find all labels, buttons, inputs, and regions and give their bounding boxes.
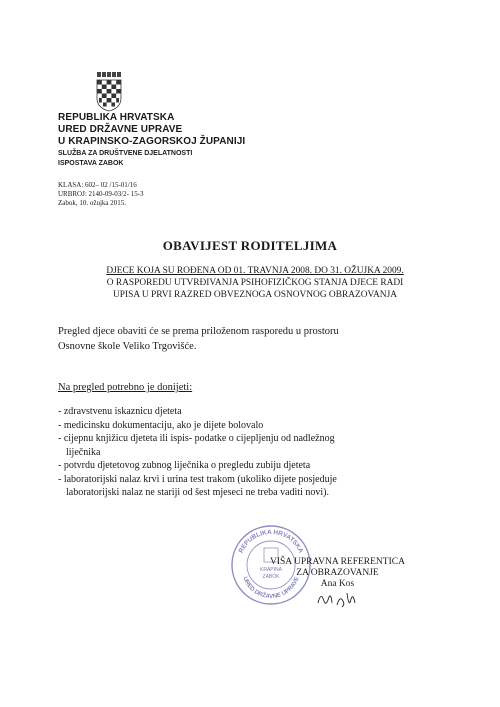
signer-title-2: ZA OBRAZOVANJE — [296, 568, 379, 578]
list-item: - cijepnu knjižicu djeteta ili ispis- podatke o cijepljenju od nadležnog — [58, 433, 335, 444]
header-line-2: URED DRŽAVNE UPRAVE — [58, 124, 183, 135]
handwritten-signature-icon — [315, 583, 360, 613]
document-date: Zabok, 10. ožujka 2015. — [58, 199, 127, 207]
subtitle-line-1: DJECE KOJA SU ROĐENA OD 01. TRAVNJA 2008. DO 31. OŽUJKA 2009. — [106, 266, 404, 276]
list-item: - potvrdu djetetovog zubnog liječnika o pregledu zubiju djeteta — [58, 460, 311, 471]
subtitle-line-2: O RASPOREDU UTVRĐIVANJA PSIHOFIZIČKOG STANJA DJECE RADI — [106, 278, 404, 288]
intro-paragraph — [58, 324, 418, 354]
list-item: - laboratorijski nalaz krvi i urina test trakom (ukoliko dijete posjeduje — [58, 473, 337, 485]
needs-list — [58, 405, 438, 500]
urbroj: URBROJ: 2140-09-03/2- 15-3 — [58, 190, 144, 198]
header-line-3: U KRAPINSKO-ZAGORSKOJ ŽUPANIJI — [58, 136, 246, 147]
document-meta — [58, 181, 144, 208]
croatian-coat-of-arms-icon — [96, 72, 122, 112]
stamp-top-text: REPUBLIKA HRVATSKA — [237, 528, 305, 555]
issuer-header — [58, 112, 245, 168]
stamp-center-2: ZABOK — [262, 574, 280, 580]
intro-line-1: Pregled djece obaviti će se prema priloženom rasporedu u prostoru — [58, 326, 339, 337]
list-item: laboratorijski nalaz ne stariji od šest mjeseci ne treba vaditi novi). — [66, 487, 329, 498]
list-item: liječnika — [66, 446, 101, 458]
signer-name: Ana Kos — [320, 579, 355, 589]
klasa: KLASA: 602– 02 /15-01/16 — [58, 181, 137, 189]
signer-title-1: VIŠA UPRAVNA REFERENTICA — [270, 557, 405, 567]
svg-text:REPUBLIKA HRVATSKA — [238, 529, 305, 555]
stamp-center-1: KRAPINA — [260, 567, 282, 573]
needs-heading: Na pregled potrebno je donijeti: — [58, 382, 193, 393]
subtitle-line-3: UPISA U PRVI RAZRED OBVEZNOGA OSNOVNOG OBRAZOVANJA — [113, 290, 397, 300]
header-line-1: REPUBLIKA HRVATSKA — [58, 112, 175, 123]
list-item: - medicinsku dokumentaciju, ako je dijete bolovalo — [58, 419, 264, 431]
intro-line-2: Osnovne škole Veliko Trgovišće. — [58, 341, 197, 352]
header-line-4: SLUŽBA ZA DRUŠTVENE DJELATNOSTI — [58, 150, 193, 157]
list-item: - zdravstvenu iskaznicu djeteta — [58, 406, 182, 417]
header-line-5: ISPOSTAVA ZABOK — [58, 160, 124, 167]
document-subtitle — [60, 265, 450, 301]
stamp-bottom-text: URED DRŽAVNE UPRAVE — [241, 576, 301, 601]
document-title: OBAVIJEST RODITELJIMA — [162, 238, 338, 253]
